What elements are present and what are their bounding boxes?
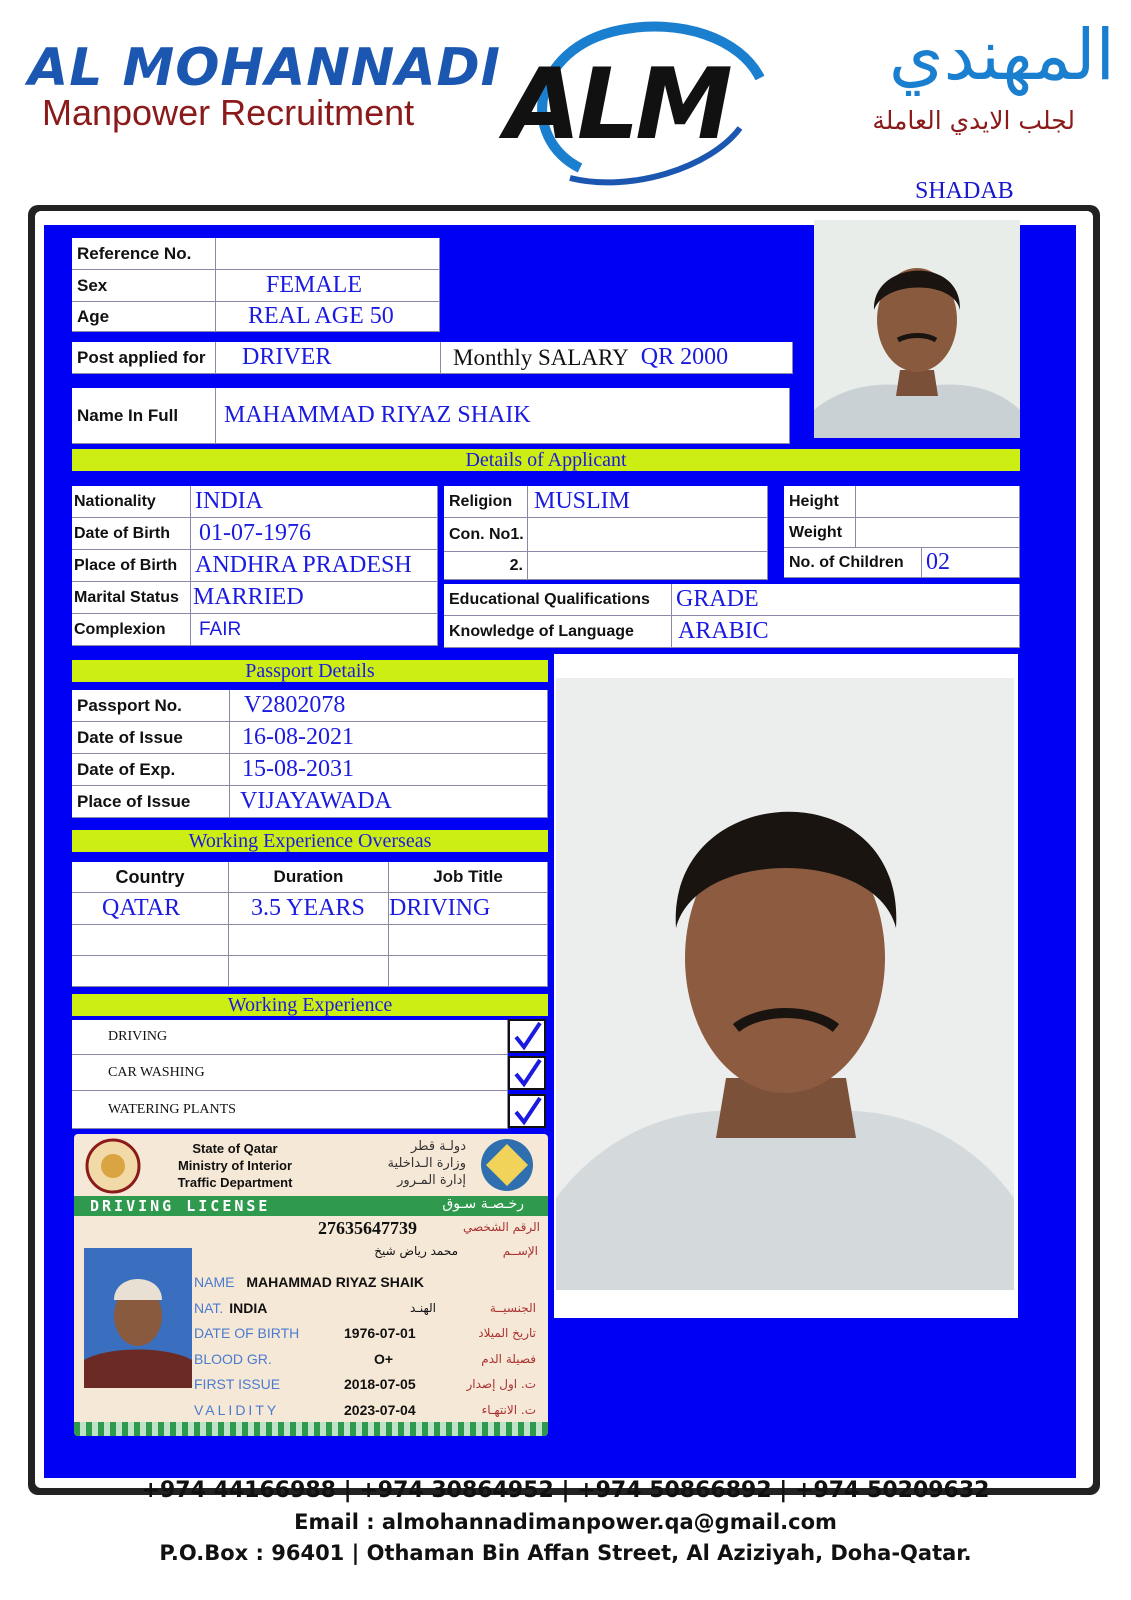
children-label: No. of Children bbox=[784, 548, 922, 578]
applicant-photo-large-frame bbox=[554, 654, 1018, 1318]
license-number-ar-label: الرقم الشخصي bbox=[463, 1220, 540, 1234]
license-row-first-issue bbox=[194, 1372, 544, 1398]
license-dob-ar-label: تاريخ الميلاد bbox=[478, 1326, 536, 1340]
footer-phones: +974 44166988 | +974 30864952 | +974 50866892 | +974 50209632 bbox=[141, 1478, 990, 1503]
marital-value: MARRIED bbox=[191, 582, 438, 614]
overseas-row-2-job bbox=[389, 925, 548, 956]
overseas-col-job-title: Job Title bbox=[389, 862, 548, 893]
license-dob-label: DATE OF BIRTH bbox=[194, 1325, 300, 1341]
pob-label: Place of Birth bbox=[72, 550, 191, 582]
license-validity-value: 2023-07-04 bbox=[344, 1401, 416, 1418]
license-blood-ar-label: فصيلة الدم bbox=[481, 1351, 536, 1366]
skill-checkbox[interactable] bbox=[508, 1094, 546, 1128]
person-icon bbox=[556, 678, 1014, 1290]
reference-value bbox=[216, 238, 440, 270]
license-validity-label: VALIDITY bbox=[194, 1401, 280, 1418]
overseas-col-duration: Duration bbox=[229, 862, 389, 893]
license-nat-ar-label: الجنسيــة bbox=[489, 1300, 536, 1315]
reference-label: Reference No. bbox=[72, 238, 216, 270]
passport-expiry-label: Date of Exp. bbox=[72, 754, 230, 786]
license-blood-label: BLOOD GR. bbox=[194, 1350, 272, 1367]
passport-place-value: VIJAYAWADA bbox=[230, 786, 548, 818]
checkmark-icon bbox=[510, 1058, 544, 1088]
overseas-row-1-country: QATAR bbox=[72, 893, 229, 925]
passport-issue-label: Date of Issue bbox=[72, 722, 230, 754]
license-issuer bbox=[140, 1140, 330, 1191]
brand-name: AL MOHANNADI bbox=[28, 38, 501, 98]
education-label: Educational Qualifications bbox=[444, 584, 672, 616]
nationality-label: Nationality bbox=[72, 486, 191, 518]
post-value: DRIVER bbox=[216, 342, 441, 374]
overseas-row-1-duration: 3.5 YEARS bbox=[229, 893, 389, 925]
alm-logo: ALM bbox=[505, 48, 729, 162]
overseas-row-1-job: DRIVING bbox=[389, 893, 548, 925]
marital-label: Marital Status bbox=[72, 582, 191, 614]
license-name-value: MAHAMMAD RIYAZ SHAIK bbox=[246, 1274, 424, 1290]
license-issuer-arabic bbox=[336, 1138, 466, 1189]
salary-label: Monthly SALARY bbox=[453, 344, 629, 370]
license-title: DRIVING LICENSE bbox=[90, 1197, 271, 1215]
license-row-name bbox=[194, 1270, 544, 1296]
overseas-col-country: Country bbox=[72, 862, 229, 893]
license-row-dob bbox=[194, 1321, 544, 1347]
license-first-issue-label: FIRST ISSUE bbox=[194, 1376, 281, 1392]
license-row-validity bbox=[194, 1398, 544, 1424]
sex-label: Sex bbox=[72, 270, 216, 302]
brand-tagline-arabic: لجلب الايدي العاملة bbox=[872, 106, 1075, 135]
age-value: REAL AGE 50 bbox=[216, 302, 440, 332]
license-name-ar-label: الإســم bbox=[502, 1244, 538, 1258]
license-nat-label: NAT. bbox=[194, 1299, 224, 1316]
post-label: Post applied for bbox=[72, 342, 216, 374]
language-value: ARABIC bbox=[672, 616, 1020, 648]
license-title-band bbox=[74, 1196, 548, 1216]
age-label: Age bbox=[72, 302, 216, 332]
overseas-row-3-country bbox=[72, 956, 229, 987]
license-first-issue-value: 2018-07-05 bbox=[344, 1376, 416, 1392]
passport-place-label: Place of Issue bbox=[72, 786, 230, 818]
overseas-row-3-job bbox=[389, 956, 548, 987]
license-first-issue-ar-label: ت. اول إصدار bbox=[466, 1377, 536, 1391]
weight-label: Weight bbox=[784, 518, 856, 548]
license-ministry: Ministry of Interior bbox=[177, 1158, 293, 1173]
complexion-label: Complexion bbox=[72, 614, 191, 646]
passport-number-value: V2802078 bbox=[230, 690, 548, 722]
education-value: GRADE bbox=[672, 584, 1020, 616]
overseas-row-2-duration bbox=[229, 925, 389, 956]
license-validity-ar-label: ت. الانتهـاء bbox=[481, 1402, 536, 1417]
person-icon bbox=[84, 1248, 192, 1388]
skill-checkbox[interactable] bbox=[508, 1019, 546, 1053]
con1-label: Con. No1. bbox=[444, 518, 528, 552]
qatar-emblem-icon bbox=[82, 1136, 144, 1196]
name-label: Name In Full bbox=[72, 388, 216, 444]
skill-checkbox[interactable] bbox=[508, 1056, 546, 1090]
passport-expiry-value: 15-08-2031 bbox=[230, 754, 548, 786]
skill-item: DRIVING bbox=[72, 1020, 508, 1055]
license-blood-value: O+ bbox=[374, 1350, 394, 1367]
license-department-ar: إدارة المـرور bbox=[397, 1173, 466, 1188]
height-label: Height bbox=[784, 486, 856, 518]
overseas-row-2-country bbox=[72, 925, 229, 956]
name-value: MAHAMMAD RIYAZ SHAIK bbox=[216, 388, 790, 444]
license-photo bbox=[84, 1248, 192, 1388]
passport-number-label: Passport No. bbox=[72, 690, 230, 722]
dob-value: 01-07-1976 bbox=[191, 518, 438, 550]
salary-field bbox=[441, 342, 793, 374]
footer-address: P.O.Box : 96401 | Othaman Bin Affan Street, Al Aziziyah, Doha-Qatar. bbox=[159, 1541, 972, 1565]
nationality-value: INDIA bbox=[191, 486, 438, 518]
license-state-ar: دولـة قطر bbox=[411, 1139, 466, 1154]
religion-value: MUSLIM bbox=[528, 486, 768, 518]
driving-license-card bbox=[74, 1134, 548, 1436]
dob-label: Date of Birth bbox=[72, 518, 191, 550]
con1-value bbox=[528, 518, 768, 552]
passport-issue-value: 16-08-2021 bbox=[230, 722, 548, 754]
checkmark-icon bbox=[510, 1021, 544, 1051]
license-name-ar: محمد رياض شيخ bbox=[374, 1244, 458, 1258]
applicant-photo-small bbox=[814, 220, 1020, 438]
applicant-photo-large bbox=[556, 678, 1014, 1290]
pob-value: ANDHRA PRADESH bbox=[191, 550, 438, 582]
license-border-pattern bbox=[74, 1422, 548, 1436]
checkmark-icon bbox=[510, 1096, 544, 1126]
license-state: State of Qatar bbox=[192, 1141, 278, 1156]
religion-label: Religion bbox=[444, 486, 528, 518]
license-nat-value: INDIA bbox=[229, 1299, 268, 1316]
person-icon bbox=[814, 220, 1020, 438]
sex-value: FEMALE bbox=[216, 270, 440, 302]
passport-heading: Passport Details bbox=[72, 660, 548, 682]
license-number: 27635647739 bbox=[318, 1218, 417, 1238]
footer-email: Email : almohannadimanpower.qa@gmail.com bbox=[294, 1510, 837, 1534]
license-name-label: NAME bbox=[194, 1274, 235, 1290]
complexion-value: FAIR bbox=[191, 614, 438, 646]
license-row-nat bbox=[194, 1296, 544, 1322]
skill-item: CAR WASHING bbox=[72, 1055, 508, 1091]
weight-value bbox=[856, 518, 1020, 548]
language-label: Knowledge of Language bbox=[444, 616, 672, 648]
details-heading: Details of Applicant bbox=[72, 449, 1020, 471]
salary-value: QR 2000 bbox=[640, 344, 729, 370]
brand-tagline: Manpower Recruitment bbox=[42, 92, 415, 133]
license-nat-ar-value: الهنـد bbox=[410, 1300, 436, 1315]
license-fields bbox=[194, 1270, 544, 1423]
overseas-row-3-duration bbox=[229, 956, 389, 987]
license-department: Traffic Department bbox=[177, 1175, 293, 1190]
agent-name: SHADAB bbox=[915, 178, 1014, 204]
gcc-emblem-icon bbox=[478, 1136, 536, 1194]
experience-heading: Working Experience bbox=[72, 994, 548, 1016]
license-row-blood bbox=[194, 1347, 544, 1373]
license-ministry-ar: وزارة الـداخلية bbox=[387, 1156, 466, 1171]
license-title-ar: رخـصـة سـوق bbox=[442, 1196, 524, 1212]
skill-item: WATERING PLANTS bbox=[72, 1091, 508, 1129]
overseas-heading: Working Experience Overseas bbox=[72, 830, 548, 852]
brand-name-arabic: المهندي bbox=[888, 14, 1115, 96]
license-dob-value: 1976-07-01 bbox=[344, 1325, 416, 1341]
con2-label: 2. bbox=[444, 552, 528, 580]
children-value: 02 bbox=[922, 548, 1020, 578]
height-value bbox=[856, 486, 1020, 518]
con2-value bbox=[528, 552, 768, 580]
